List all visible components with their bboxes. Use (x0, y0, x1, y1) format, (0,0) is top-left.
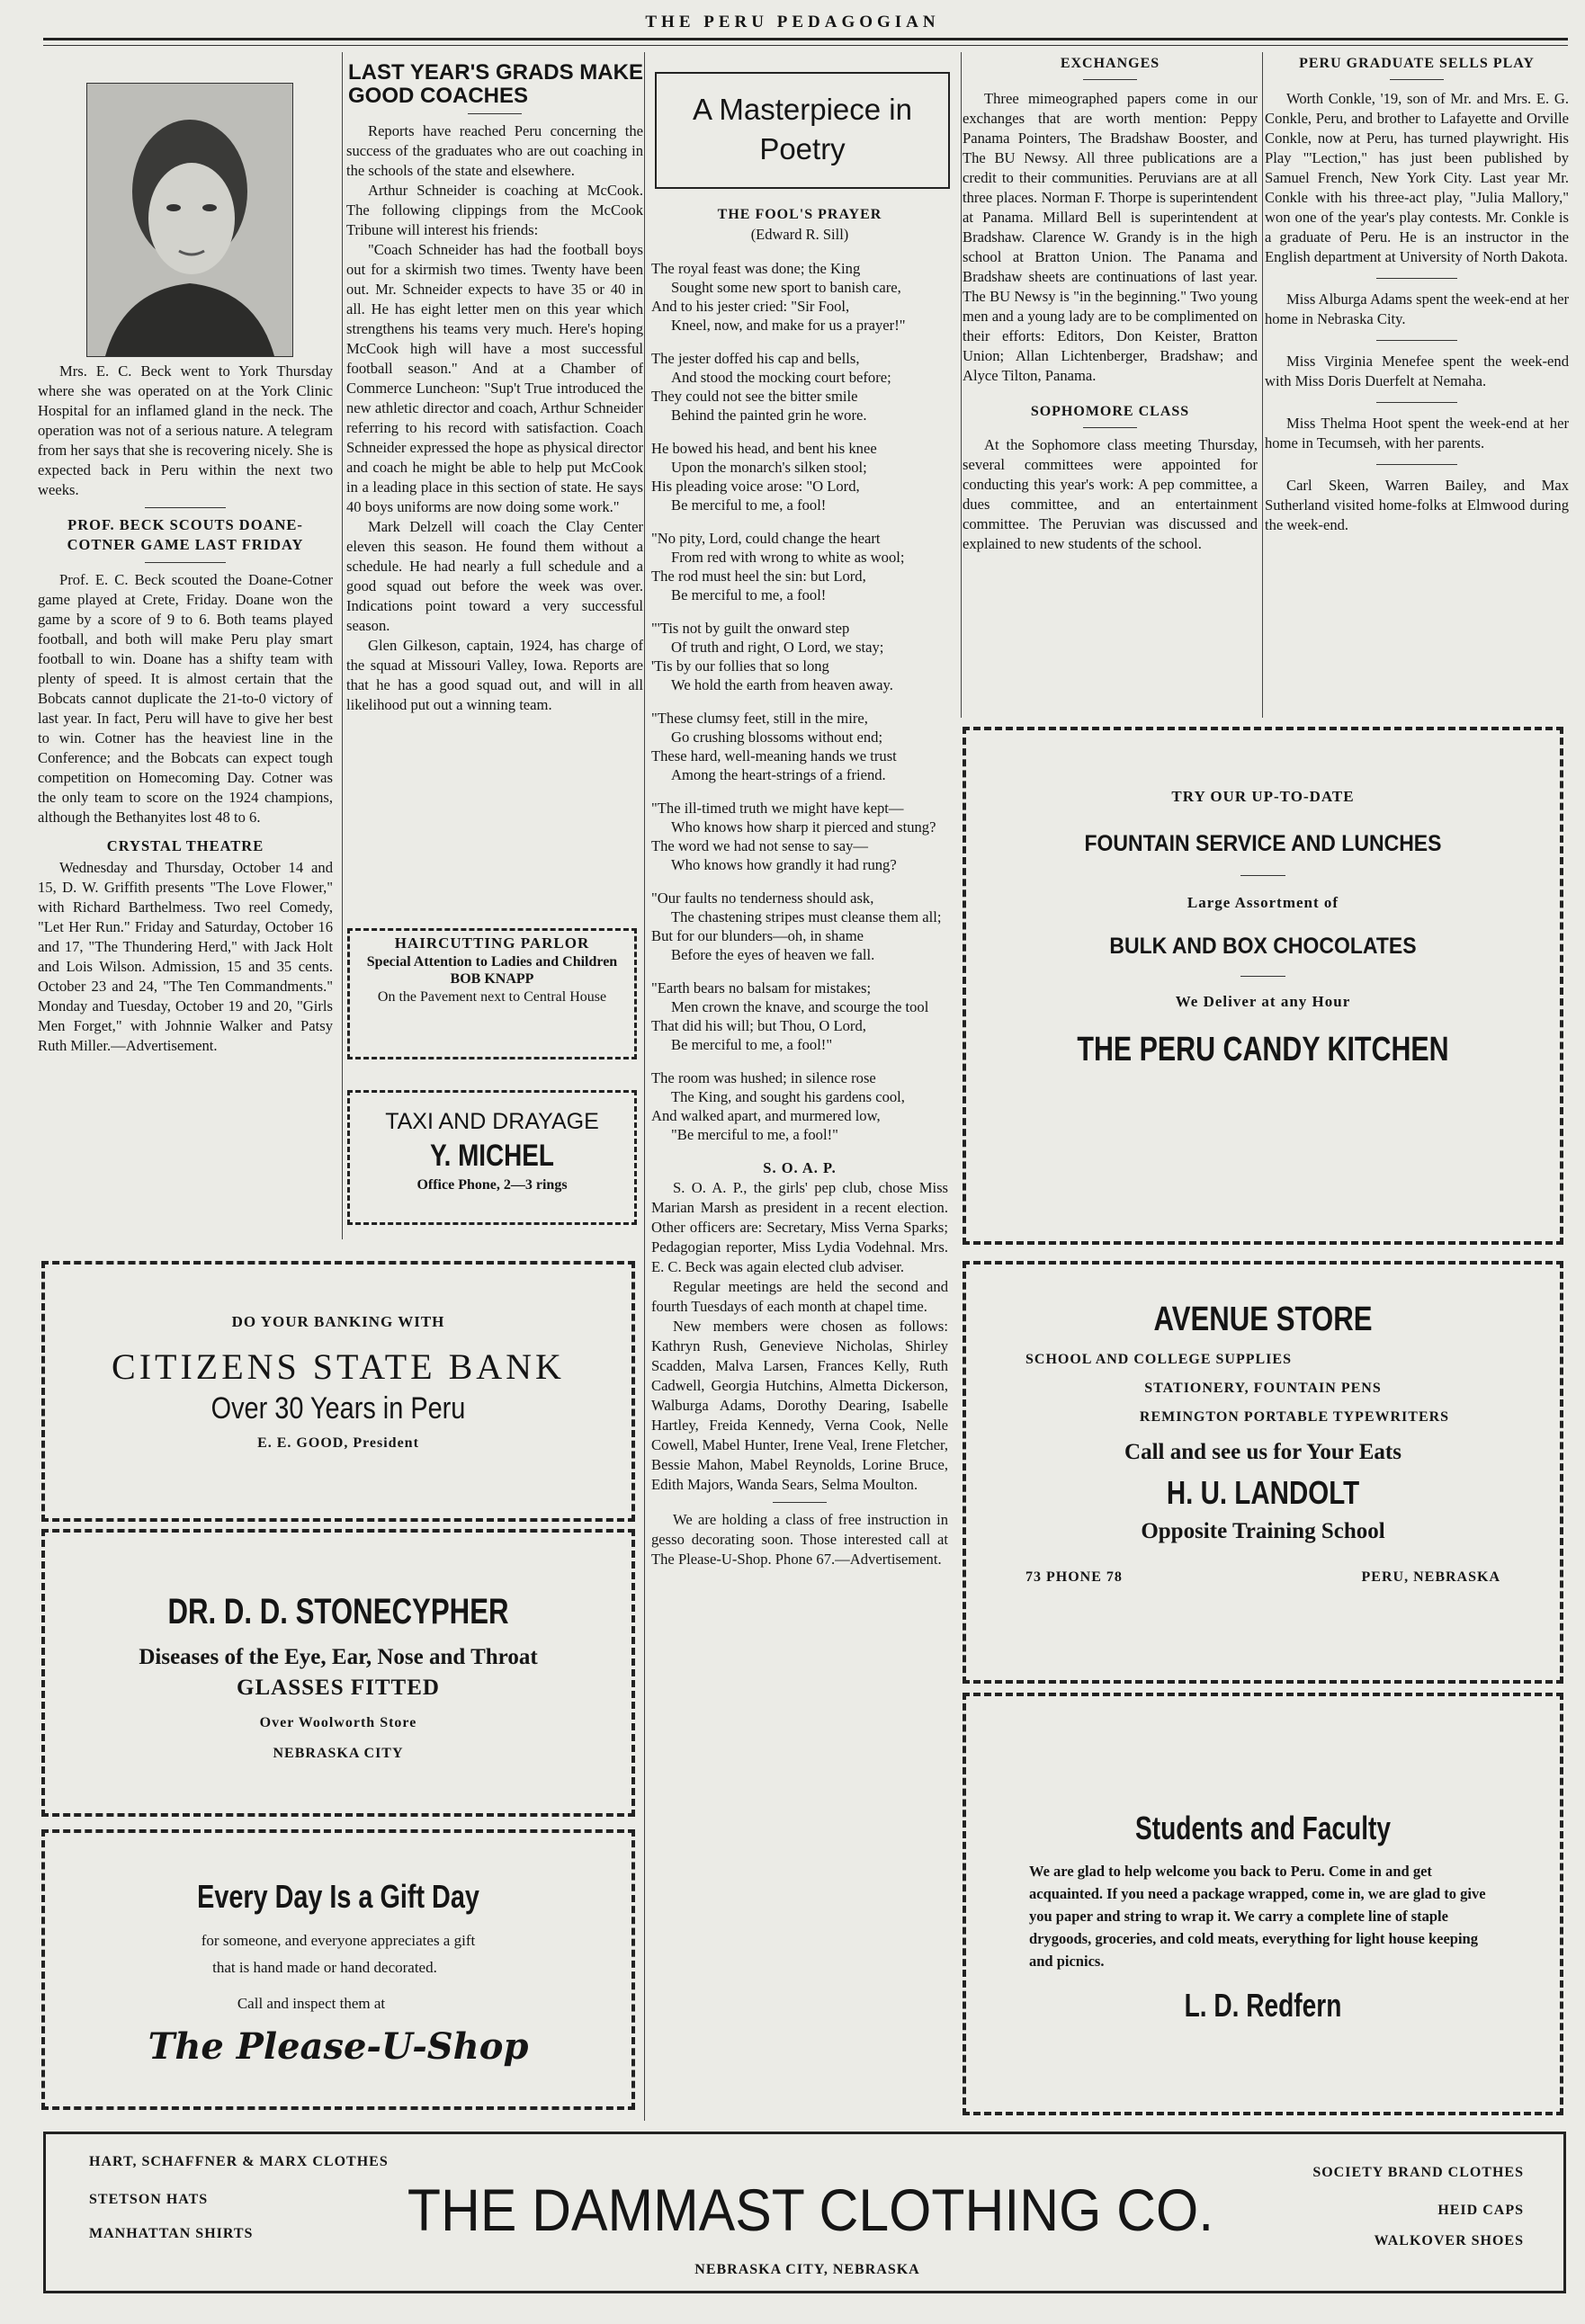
gift-call: Call and inspect them at (237, 1995, 386, 2012)
poem-line: Who knows how grandly it had rung? (671, 856, 897, 873)
grads-paragraph: Arthur Schneider is coaching at McCook. The following clippings from the McCook Tribune will interest his friends: (346, 182, 643, 238)
gift-shop-ad (41, 1829, 635, 2110)
poem-line: "Be merciful to me, a fool!" (671, 1126, 838, 1143)
poem-line: And walked apart, and murmered low, (651, 1107, 881, 1124)
divider (1083, 79, 1137, 80)
poem-stanza (651, 1068, 948, 1144)
gift-shop-name: The Please-U-Shop (148, 2025, 529, 2068)
dammast-city: NEBRASKA CITY, NEBRASKA (694, 2262, 920, 2277)
haircutting-ad (347, 928, 637, 1059)
poem-line: From red with wrong to white as wool; (671, 549, 905, 566)
grads-paragraph: Glen Gilkeson, captain, 1924, has charge of the squad at Missouri Valley, Iowa. Reports are that he has a good squad out, and will in all likelihood put out a winning team. (346, 637, 643, 713)
poem-line: Be merciful to me, a fool! (671, 496, 827, 514)
poem-line: "Our faults no tenderness should ask, (651, 889, 874, 907)
divider (1240, 875, 1285, 876)
beck-headline: PROF. BECK SCOUTS DOANE-COTNER GAME LAST FRIDAY (67, 516, 304, 553)
poem-line: The room was hushed; in silence rose (651, 1069, 876, 1086)
haircutting-title: HAIRCUTTING PARLOR (394, 934, 590, 952)
avenue-store-ad (963, 1261, 1563, 1684)
haircutting-subtitle: Special Attention to Ladies and Children (366, 954, 618, 970)
exchanges-headline: EXCHANGES (1060, 56, 1160, 71)
grads-paragraph: Mark Delzell will coach the Clay Center eleven this season. He found them without a schedule. He had nearly a full schedule and a good squad out before the week was over. Indications point toward a very successful season. (346, 518, 643, 634)
bank-tagline: DO YOUR BANKING WITH (231, 1313, 445, 1330)
doctor-specialty: Diseases of the Eye, Ear, Nose and Throat (139, 1645, 538, 1669)
personal-item: Miss Thelma Hoot spent the week-end at her home in Tecumseh, with her parents. (1265, 415, 1569, 451)
doctor-name: DR. D. D. STONECYPHER (167, 1592, 509, 1631)
poem-line: The chastening stripes must cleanse them all; (671, 908, 942, 925)
divider (145, 507, 226, 508)
personal-item: Miss Alburga Adams spent the week-end at her home in Nebraska City. (1265, 290, 1569, 327)
poem-line: "No pity, Lord, could change the heart (651, 530, 881, 547)
doctor-address: Over Woolworth Store (259, 1715, 417, 1730)
dammast-brand: SOCIETY BRAND CLOTHES (1312, 2165, 1524, 2180)
poem-line: Kneel, now, and make for us a prayer!" (671, 317, 906, 334)
avenue-eats: Call and see us for Your Eats (1124, 1440, 1401, 1464)
poem-line: He bowed his head, and bent his knee (651, 440, 877, 457)
haircutting-location: On the Pavement next to Central House (377, 989, 607, 1005)
candy-assortment: Large Assortment of (1187, 894, 1339, 911)
divider (1376, 402, 1457, 403)
taxi-owner: Y. MICHEL (430, 1139, 554, 1173)
poem-stanza (651, 619, 948, 694)
avenue-phone: 73 PHONE 78 (1025, 1569, 1123, 1585)
soap-paragraph: S. O. A. P., the girls' pep club, chose Miss Marian Marsh as president in a recent election. Other officers are: Secretary, Miss Verna Sparks; Pedagogian reporter, Miss Lydia Vodehnal. Mrs. E. C. Beck was again elected club adviser. (651, 1179, 948, 1275)
poem-line: 'Tis by our follies that so long (651, 657, 829, 675)
poem-line: Be merciful to me, a fool! (671, 586, 827, 603)
doctor-glasses: GLASSES FITTED (237, 1676, 440, 1700)
candy-store-name: THE PERU CANDY KITCHEN (1077, 1031, 1449, 1068)
poem-title: THE FOOL'S PRAYER (717, 207, 882, 222)
poem-line: We hold the earth from heaven away. (671, 676, 893, 693)
masterpiece-title: A Masterpiece in Poetry (693, 93, 912, 165)
poem-stanza (651, 709, 948, 784)
avenue-location: Opposite Training School (1141, 1519, 1385, 1543)
dammast-brand: WALKOVER SHOES (1374, 2233, 1524, 2248)
dammast-store-name: THE DAMMAST CLOTHING CO. (407, 2177, 1214, 2243)
soap-headline: S. O. A. P. (763, 1159, 837, 1176)
poem-line: The jester doffed his cap and bells, (651, 350, 860, 367)
divider (145, 562, 226, 563)
divider (468, 113, 522, 114)
exchanges-body: Three mimeographed papers come in our exchanges that are worth mention: Peppy Panama Pointers, The Bradshaw Booster, and The BU Newsy. All three publications are a credit to their communities. Peruvians are at all three places. Norman F. Thorpe is superintendent at Panama. Millard Bell is superintendent at Bradshaw. Clarence W. Grandy is in the high school at Bratton Union. The Panama and Bradshaw sheets are continuations of last year. The BU Newsy is "in the beginning." Two young men and a young lady are to be complimented on their efforts: Editors, Don Keister, Bratton Union; Allan Lichtenberger, Bradshaw; and Alyce Tilton, Panama. (963, 90, 1258, 384)
beck-article-body: Prof. E. C. Beck scouted the Doane-Cotner game played at Crete, Friday. Doane won the game by a score of 9 to 6. Both teams played football, and both will make Peru play smart football to win. Doane has a shifty team with plenty of speed. It is almost certain that the Bobcats cannot duplicate the 21-to-0 victory of last year. In fact, Peru will have to give her best to win. Cotner has the heaviest line in the Conference; and the Bobcats can expect tough competition on Homecoming Day. Cotner was the only team to score on the 1924 champions, although the Bethanyites lost 48 to 6. (38, 571, 333, 826)
masthead-rule-thin (43, 45, 1568, 46)
personal-item: Miss Virginia Menefee spent the week-end with Miss Doris Duerfelt at Nemaha. (1265, 353, 1569, 389)
sophomore-body: At the Sophomore class meeting Thursday, several committees were appointed for conducting this year's work: A pep committee, a dues committee, and an entertainment committee. The Peruvian was discussed and explained to new students of the school. (963, 436, 1258, 552)
avenue-title: AVENUE STORE (1153, 1301, 1373, 1338)
crystal-article-body: Wednesday and Thursday, October 14 and 15, D. W. Griffith presents "The Love Flower," with Richard Barthelmess. Two reel Comedy, "Let Her Run." Friday and Saturday, October 16 and 17, "The Thundering Herd," with Jack Holt and Lois Wilson. Admission, 15 and 35 cents. October 23 and 24, "The Ten Commandments." Monday and Tuesday, October 19 and 20, "Girls Men Forget," with Johnnie Walker and Patsy Ruth Miller.—Advertisement. (38, 859, 333, 1054)
candy-delivery: We Deliver at any Hour (1175, 993, 1351, 1010)
poem-stanza (651, 979, 948, 1054)
col-divider (342, 52, 343, 1239)
sophomore-headline: SOPHOMORE CLASS (1030, 404, 1190, 419)
poem-line: That did his will; but Thou, O Lord, (651, 1017, 866, 1034)
divider (1376, 278, 1457, 279)
poem-line: These hard, well-meaning hands we trust (651, 747, 897, 764)
gift-title: Every Day Is a Gift Day (197, 1878, 479, 1915)
grads-paragraph: Reports have reached Peru concerning the success of the graduates who are out coaching in the schools of the state and elsewhere. (346, 122, 643, 179)
poem-stanza (651, 349, 948, 425)
divider (1390, 79, 1444, 80)
poem-line: Men crown the knave, and scourge the tool (671, 998, 929, 1015)
taxi-ad (347, 1090, 637, 1225)
masthead-rule (43, 38, 1568, 40)
dammast-brand: MANHATTAN SHIRTS (89, 2226, 254, 2241)
bank-president: E. E. GOOD, President (257, 1435, 419, 1451)
poem-line: "'Tis not by guilt the onward step (651, 620, 850, 637)
redfern-body: We are glad to help welcome you back to Peru. Come in and get acquainted. If you need a package wrapped, come in, we are glad to give you paper and string to wrap it. We carry a complete line of staple drygoods, groceries, and cold meats, everything for light house keeping and picnics. (1029, 1863, 1486, 1970)
dammast-brand: HART, SCHAFFNER & MARX CLOTHES (89, 2154, 389, 2169)
graduate-headline: PERU GRADUATE SELLS PLAY (1299, 56, 1535, 71)
avenue-typewriters: REMINGTON PORTABLE TYPEWRITERS (1139, 1409, 1450, 1425)
poem-line: Among the heart-strings of a friend. (671, 766, 886, 783)
poem-line: Behind the painted grin he wore. (671, 407, 867, 424)
taxi-phone: Office Phone, 2—3 rings (416, 1177, 568, 1193)
candy-fountain: FOUNTAIN SERVICE AND LUNCHES (1084, 831, 1442, 856)
candy-chocolates: BULK AND BOX CHOCOLATES (1109, 934, 1417, 959)
poem-stanza (651, 889, 948, 964)
poem-line: The King, and sought his gardens cool, (671, 1088, 905, 1105)
poem-stanza (651, 799, 948, 874)
grads-headline (346, 61, 643, 108)
poem-author: (Edward R. Sill) (750, 226, 849, 243)
soap-paragraph: We are holding a class of free instruction in gesso decorating soon. Those interested call at The Please-U-Shop. Phone 67.—Advertisement. (651, 1511, 948, 1568)
poem-line: The royal feast was done; the King (651, 260, 861, 277)
poem-line: And to his jester cried: "Sir Fool, (651, 298, 850, 315)
poem-line: The word we had not sense to say— (651, 837, 869, 854)
poem-line: The rod must heel the sin: but Lord, (651, 568, 866, 585)
divider (1376, 340, 1457, 341)
poem-stanza (651, 529, 948, 604)
divider (773, 1502, 827, 1503)
poem-line: Before the eyes of heaven we fall. (671, 946, 875, 963)
bank-name: CITIZENS STATE BANK (112, 1346, 565, 1387)
col-divider (1262, 52, 1263, 718)
poem-stanza (651, 439, 948, 514)
bank-years: Over 30 Years in Peru (210, 1391, 466, 1426)
dammast-brand: STETSON HATS (89, 2192, 209, 2207)
doctor-city: NEBRASKA CITY (273, 1746, 404, 1761)
poem-line: And stood the mocking court before; (671, 369, 891, 386)
avenue-owner: H. U. LANDOLT (1166, 1474, 1360, 1511)
avenue-stationery: STATIONERY, FOUNTAIN PENS (1144, 1381, 1382, 1396)
avenue-supplies: SCHOOL AND COLLEGE SUPPLIES (1025, 1352, 1292, 1367)
poem-line: Go crushing blossoms without end; (671, 728, 883, 746)
poem-line: Of truth and right, O Lord, we stay; (671, 639, 884, 656)
grads-headline-text: LAST YEAR'S GRADS MAKE GOOD COACHES (348, 60, 643, 108)
personal-item: Carl Skeen, Warren Bailey, and Max Sutherland visited home-folks at Elmwood during the week-end. (1265, 477, 1569, 533)
gift-line: for someone, and everyone appreciates a gift (201, 1932, 476, 1949)
beck-photo-caption: Mrs. E. C. Beck went to York Thursday where she was operated on at the York Clinic Hospital for an inflamed gland in the neck. The operation was not of a serious nature. A telegram from her says that she is recovering nicely. She is expected back in Peru within the next two weeks. (38, 362, 333, 498)
divider (1240, 976, 1285, 977)
poem-body (651, 259, 948, 1144)
taxi-title: TAXI AND DRAYAGE (385, 1109, 599, 1134)
bank-ad (41, 1261, 635, 1522)
poem-line: They could not see the bitter smile (651, 388, 858, 405)
crystal-headline: CRYSTAL THEATRE (106, 837, 264, 854)
doctor-ad (41, 1529, 635, 1817)
soap-paragraph: New members were chosen as follows: Kathryn Rush, Genevieve Nicholas, Shirley Scadden, Malva Larsen, Frances Kelly, Ruth Cadwell, Georgia Hutchins, Almetta Dickerson, Walburga Adams, Dorothy Dearing, Isabelle Hartley, Freida Kennedy, Verna Cook, Nelle Cowell, Mabel Hunter, Irene Veal, Irene Fletcher, Bessie Mahon, Mabel Reynolds, Lorine Bruce, Edith Majors, Wanda Sears, Selma Moulton. (651, 1318, 948, 1493)
dammast-brand: HEID CAPS (1437, 2203, 1524, 2218)
avenue-city: PERU, NEBRASKA (1361, 1569, 1500, 1585)
redfern-ad (963, 1693, 1563, 2115)
graduate-paragraph: Worth Conkle, '19, son of Mr. and Mrs. E. G. Conkle, Peru, and brother to Lafayette and Orville Conkle, now at Peru, has turned playwright. His Play "'Lection," has just been published by Samuel French, New York City. Last year Mr. Conkle with his three-act play, "Julia Mallory," won one of the year's play contests. Mr. Conkle is a graduate of Peru. He is an instructor in the English department at University of North Dakota. (1265, 90, 1569, 265)
masterpiece-title-box (655, 72, 950, 189)
candy-tagline: TRY OUR UP-TO-DATE (1171, 788, 1355, 805)
poem-stanza (651, 259, 948, 335)
redfern-name: L. D. Redfern (1184, 1987, 1342, 2024)
col-divider (644, 52, 645, 2121)
candy-kitchen-ad (963, 727, 1563, 1245)
poem-line: Be merciful to me, a fool!" (671, 1036, 833, 1053)
dammast-clothing-ad (43, 2132, 1566, 2293)
masthead: THE PERU PEDAGOGIAN (645, 13, 940, 31)
portrait-image (87, 84, 292, 356)
grads-paragraph: "Coach Schneider has had the football boys out for a skirmish two times. Twenty have been out. Mr. Schneider expects to have 35 or 40 in all. He has eight letter men on this year which strengthens his teams very much. Here's hoping McCook high will have a most successful football season." And at a Chamber of Commerce Luncheon: "Sup't True introduced the new athletic director and coach, Arthur Schneider referring to his record with satisfaction. Coach Schneider expressed the hope as physical director and coach he might be able to help put McCook in a leading place in this section of state. He says 40 boys uniforms are now doing some work." (346, 241, 643, 515)
poem-line: Upon the monarch's silken stool; (671, 459, 867, 476)
col-divider (961, 52, 962, 718)
poem-line: Sought some new sport to banish care, (671, 279, 901, 296)
gift-line: that is hand made or hand decorated. (212, 1959, 437, 1976)
poem-line: But for our blunders—oh, in shame (651, 927, 864, 944)
haircutting-owner: BOB KNAPP (450, 971, 534, 987)
redfern-title: Students and Faculty (1135, 1810, 1391, 1846)
poem-line: "The ill-timed truth we might have kept— (651, 800, 904, 817)
portrait-photo (86, 83, 293, 357)
divider (1083, 427, 1137, 428)
poem-line: Who knows how sharp it pierced and stung? (671, 818, 936, 836)
poem-line: "Earth bears no balsam for mistakes; (651, 979, 872, 997)
poem-line: "These clumsy feet, still in the mire, (651, 710, 868, 727)
poem-line: His pleading voice arose: "O Lord, (651, 478, 860, 495)
soap-paragraph: Regular meetings are held the second and fourth Tuesdays of each month at chapel time. (651, 1278, 948, 1315)
divider (1376, 464, 1457, 465)
